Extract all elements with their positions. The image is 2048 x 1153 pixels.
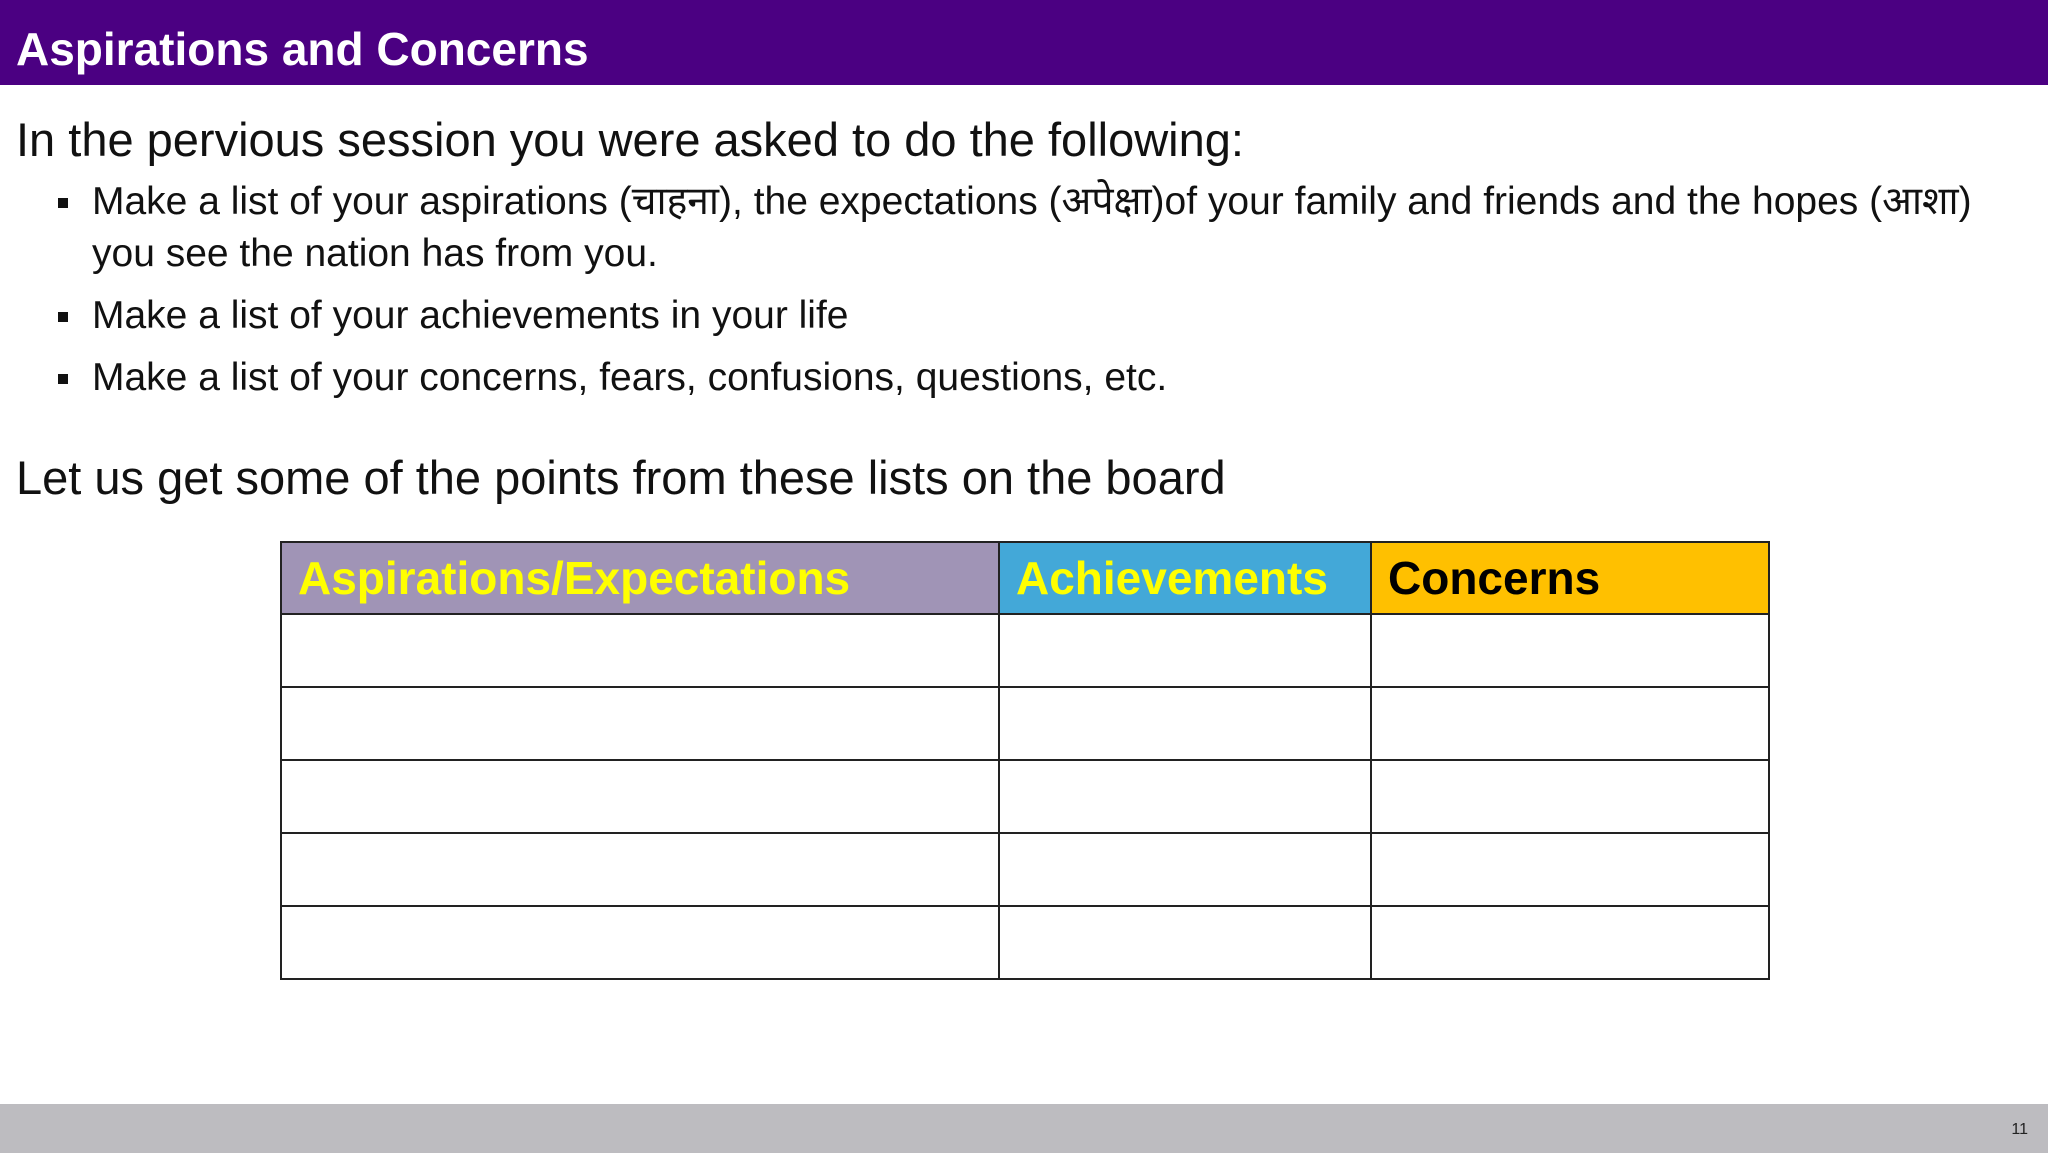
table-cell-aspirations[interactable]: [281, 906, 999, 979]
square-bullet-icon: [58, 374, 68, 384]
table-row: [281, 687, 1769, 760]
header-achievements: Achievements: [999, 542, 1371, 614]
bullet-text: Make a list of your concerns, fears, confusions, questions, etc.: [92, 356, 1168, 399]
bullet-item: [56, 176, 1986, 280]
intro-text: In the pervious session you were asked to do the following:: [16, 113, 1244, 166]
table-cell-concerns[interactable]: [1371, 687, 1769, 760]
table-cell-achievements[interactable]: [999, 906, 1371, 979]
header-concerns: Concerns: [1371, 542, 1769, 614]
table-row: [281, 906, 1769, 979]
bullet-text: Make a list of your achievements in your life: [92, 294, 849, 337]
table-row: [281, 760, 1769, 833]
table-cell-concerns[interactable]: [1371, 833, 1769, 906]
board-table: [280, 541, 1770, 980]
table-cell-concerns[interactable]: [1371, 614, 1769, 687]
outro-text: Let us get some of the points from these lists on the board: [16, 451, 1226, 504]
title-bar: [0, 0, 2048, 85]
square-bullet-icon: [58, 312, 68, 322]
table-cell-achievements[interactable]: [999, 687, 1371, 760]
table-row: [281, 614, 1769, 687]
table-cell-achievements[interactable]: [999, 760, 1371, 833]
footer-bar: [0, 1104, 2048, 1153]
table-header-row: [281, 542, 1769, 614]
bullet-item: [56, 290, 1986, 342]
slide-title: Aspirations and Concerns: [16, 23, 589, 75]
table-cell-concerns[interactable]: [1371, 760, 1769, 833]
table-cell-aspirations[interactable]: [281, 614, 999, 687]
table-row: [281, 833, 1769, 906]
bullet-list: [56, 176, 1986, 414]
square-bullet-icon: [58, 198, 68, 208]
table-cell-concerns[interactable]: [1371, 906, 1769, 979]
table-cell-aspirations[interactable]: [281, 760, 999, 833]
table-cell-achievements[interactable]: [999, 614, 1371, 687]
table-cell-aspirations[interactable]: [281, 833, 999, 906]
table-cell-aspirations[interactable]: [281, 687, 999, 760]
bullet-item: [56, 352, 1986, 404]
header-aspirations: Aspirations/Expectations: [281, 542, 999, 614]
bullet-text: Make a list of your aspirations (चाहना), the expectations (अपेक्षा)of your family and friends and the hopes (आशा) you see the nation has from you.: [92, 180, 1972, 275]
table-cell-achievements[interactable]: [999, 833, 1371, 906]
page-number: 11: [2011, 1121, 2028, 1138]
